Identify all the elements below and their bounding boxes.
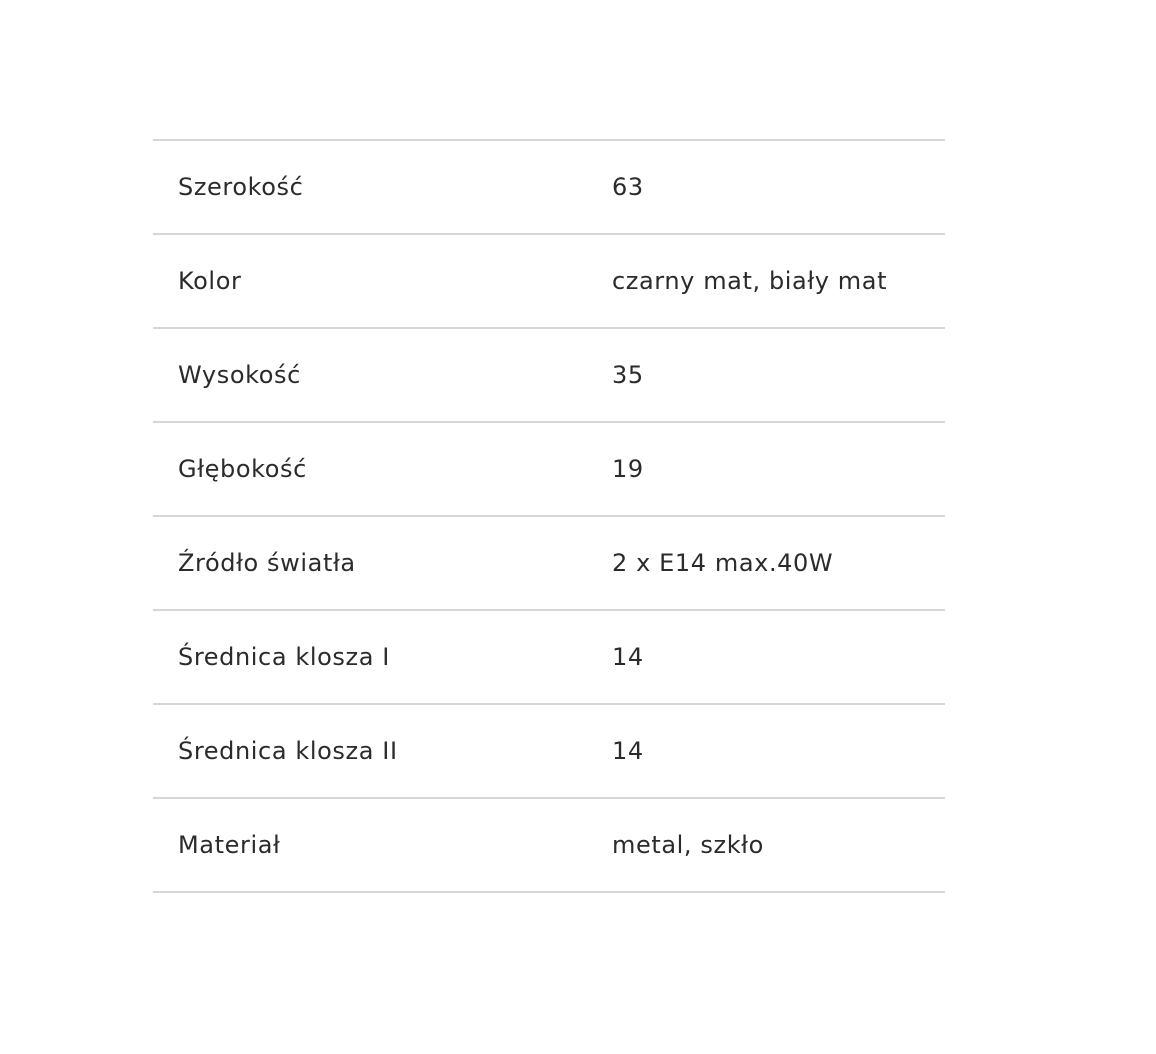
product-specifications-table <box>153 139 945 893</box>
spec-row-light-source <box>153 516 945 610</box>
spec-row-width <box>153 140 945 234</box>
spec-row-depth <box>153 422 945 516</box>
spec-label: Wysokość <box>178 361 301 389</box>
spec-label: Materiał <box>178 831 281 859</box>
spec-row-color <box>153 234 945 328</box>
spec-row-material <box>153 798 945 892</box>
spec-label: Głębokość <box>178 455 307 483</box>
spec-value: 14 <box>612 643 644 671</box>
spec-label: Kolor <box>178 267 242 295</box>
spec-row-shade-diameter-2 <box>153 704 945 798</box>
spec-row-shade-diameter-1 <box>153 610 945 704</box>
spec-value: 14 <box>612 737 644 765</box>
spec-value: 63 <box>612 173 644 201</box>
spec-label: Średnica klosza II <box>178 737 398 765</box>
spec-value: 35 <box>612 361 644 389</box>
spec-row-height <box>153 328 945 422</box>
spec-label: Źródło światła <box>178 549 356 577</box>
spec-value: 2 x E14 max.40W <box>612 549 834 577</box>
spec-value: czarny mat, biały mat <box>612 267 888 295</box>
spec-value: 19 <box>612 455 644 483</box>
spec-label: Szerokość <box>178 173 304 201</box>
spec-label: Średnica klosza I <box>178 643 390 671</box>
spec-value: metal, szkło <box>612 831 764 859</box>
